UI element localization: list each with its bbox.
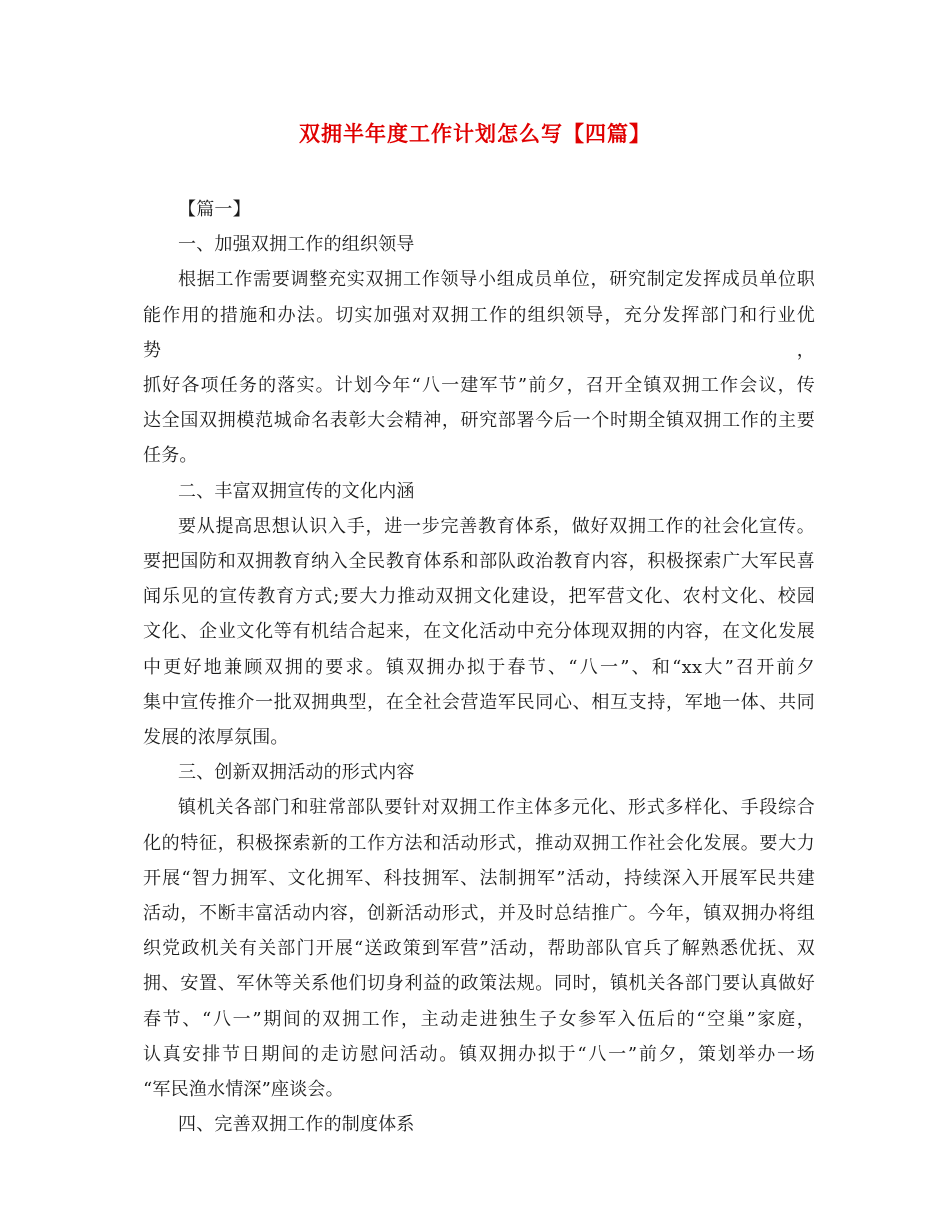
body-line: 根据工作需要调整充实双拥工作领导小组成员单位，研究制定发挥成员单位职 [178, 269, 815, 291]
body-line: 达全国双拥模范城命名表彰大会精神，研究部署今后一个时期全镇双拥工作的主要 [143, 410, 815, 432]
body-line: 四、完善双拥工作的制度体系 [178, 1114, 415, 1136]
body-line: 认真安排节日期间的走访慰问活动。镇双拥办拟于“八一”前夕，策划举办一场 [143, 1043, 815, 1065]
document-title: 双拥半年度工作计划怎么写【四篇】 [299, 121, 651, 146]
body-line: 织党政机关有关部门开展“送政策到军营”活动，帮助部队官兵了解熟悉优抚、双 [143, 938, 815, 960]
body-line: 要把国防和双拥教育纳入全民教育体系和部队政治教育内容，积极探索广大军民喜 [143, 551, 815, 573]
body-line: 拥、安置、军休等关系他们切身利益的政策法规。同时，镇机关各部门要认真做好 [143, 973, 815, 995]
body-line: 要从提高思想认识入手，进一步完善教育体系，做好双拥工作的社会化宣传。 [178, 515, 815, 537]
body-line: 发展的浓厚氛围。 [143, 727, 289, 749]
body-line: 化的特征，积极探索新的工作方法和活动形式，推动双拥工作社会化发展。要大力 [143, 832, 815, 854]
body-line: 二、丰富双拥宣传的文化内涵 [178, 480, 415, 502]
body-line: 集中宣传推介一批双拥典型，在全社会营造军民同心、相互支持，军地一体、共同 [143, 691, 815, 713]
body-line: 活动，不断丰富活动内容，创新活动形式，并及时总结推广。今年，镇双拥办将组 [143, 903, 815, 925]
body-line: 镇机关各部门和驻常部队要针对双拥工作主体多元化、形式多样化、手段综合 [178, 797, 815, 819]
document-body [143, 192, 815, 1142]
body-line: “军民渔水情深”座谈会。 [143, 1079, 344, 1101]
body-line: 任务。 [143, 445, 198, 467]
body-line: 中更好地兼顾双拥的要求。镇双拥办拟于春节、“八一”、和“xx大”召开前夕 [143, 656, 815, 678]
body-line: 一、加强双拥工作的组织领导 [178, 234, 415, 256]
body-line: 闻乐见的宣传教育方式;要大力推动双拥文化建设，把军营文化、农村文化、校园 [143, 586, 815, 608]
body-line: 【篇一】 [178, 199, 251, 220]
body-line: 文化、企业文化等有机结合起来，在文化活动中充分体现双拥的内容，在文化发展 [143, 621, 815, 643]
body-line: 开展“智力拥军、文化拥军、科技拥军、法制拥军”活动，持续深入开展军民共建 [143, 867, 815, 889]
body-line: 能作用的措施和办法。切实加强对双拥工作的组织领导，充分发挥部门和行业优势， [143, 304, 815, 361]
body-line: 三、创新双拥活动的形式内容 [178, 762, 415, 784]
body-line: 春节、“八一”期间的双拥工作，主动走进独生子女参军入伍后的“空巢”家庭， [143, 1008, 815, 1030]
body-line: 抓好各项任务的落实。计划今年“八一建军节”前夕，召开全镇双拥工作会议，传 [143, 375, 815, 397]
